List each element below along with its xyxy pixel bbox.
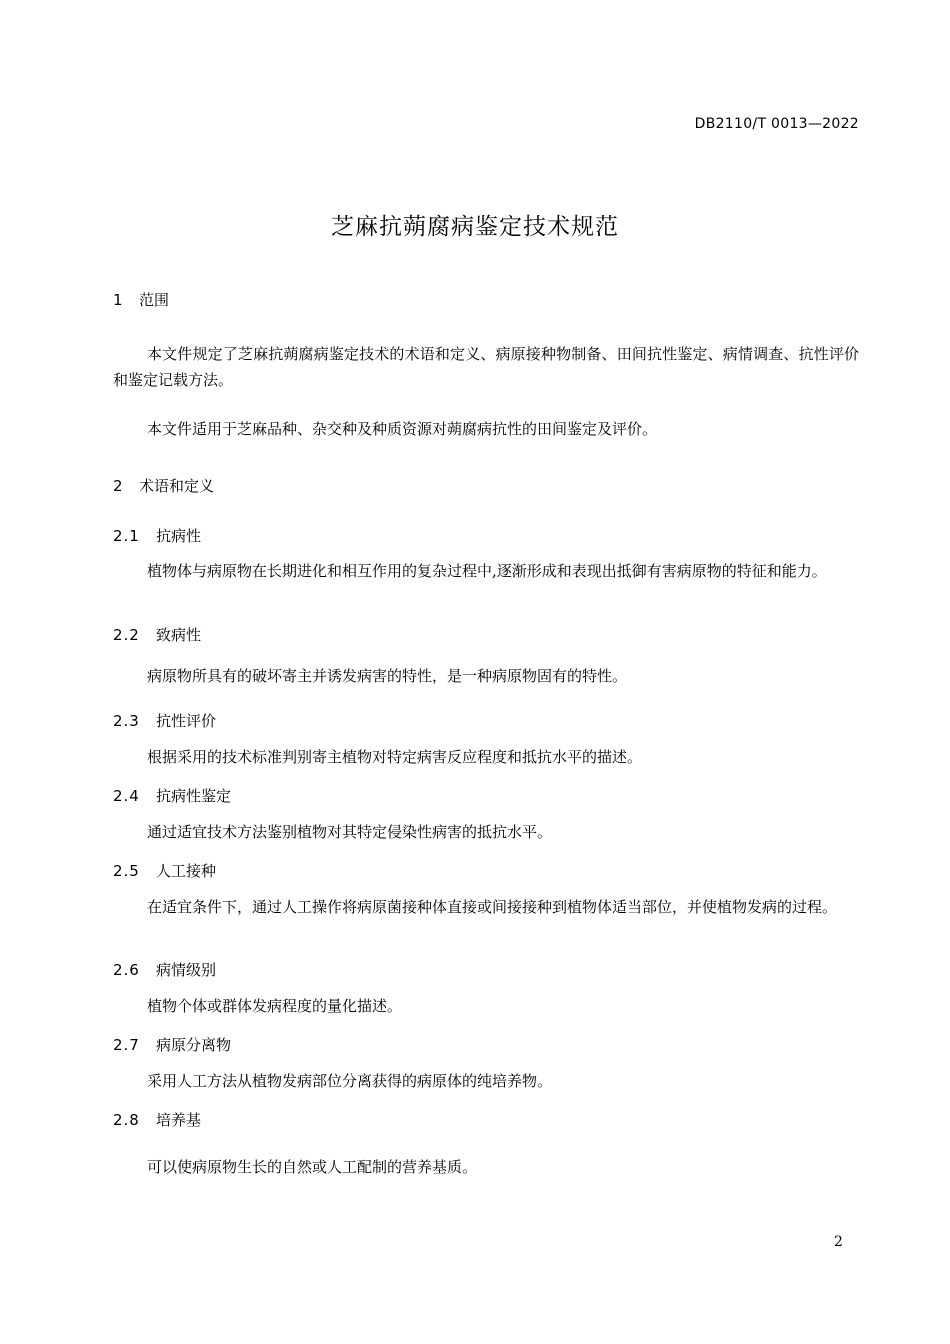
section-number: 1 xyxy=(113,291,123,309)
definition-text-2-5: 在适宜条件下，通过人工操作将病原菌接种体直接或间接接种到植物体适当部位，并使植物发病的过程。 xyxy=(147,898,838,916)
subsection-title: 病原分离物 xyxy=(156,1036,232,1054)
subsection-number: 2.5 xyxy=(113,862,140,880)
section-heading-2 xyxy=(113,475,214,496)
subsection-title: 抗病性鉴定 xyxy=(156,787,232,805)
definition-text-2-3: 根据采用的技术标准判别寄主植物对特定病害反应程度和抵抗水平的描述。 xyxy=(147,748,643,766)
subsection-number: 2.6 xyxy=(113,961,140,979)
subsection-heading-2-7 xyxy=(113,1034,231,1055)
subsection-number: 2.7 xyxy=(113,1036,140,1054)
subsection-title: 致病性 xyxy=(156,626,202,644)
subsection-number: 2.3 xyxy=(113,712,140,730)
subsection-title: 培养基 xyxy=(156,1111,202,1129)
subsection-heading-2-8 xyxy=(113,1109,201,1130)
section-title: 范围 xyxy=(139,291,170,309)
paragraph-scope: 本文件规定了芝麻抗蒴腐病鉴定技术的术语和定义、病原接种物制备、田间抗性鉴定、病情调查、抗性评价和鉴定记载方法。 xyxy=(113,345,859,389)
subsection-heading-2-6 xyxy=(113,959,216,980)
subsection-number: 2.4 xyxy=(113,787,140,805)
subsection-heading-2-5 xyxy=(113,860,216,881)
definition-text-2-2: 病原物所具有的破坏寄主并诱发病害的特性，是一种病原物固有的特性。 xyxy=(147,667,628,685)
definition-text-2-4: 通过适宜技术方法鉴别植物对其特定侵染性病害的抵抗水平。 xyxy=(147,823,553,841)
section-heading-1 xyxy=(113,289,169,310)
subsection-title: 抗性评价 xyxy=(156,712,217,730)
subsection-title: 病情级别 xyxy=(156,961,217,979)
subsection-heading-2-3 xyxy=(113,710,216,731)
subsection-number: 2.1 xyxy=(113,527,140,545)
section-title: 术语和定义 xyxy=(139,477,215,495)
page-number: 2 xyxy=(834,1234,843,1250)
document-code: DB2110/T 0013—2022 xyxy=(694,116,859,132)
document-title: 芝麻抗蒴腐病鉴定技术规范 xyxy=(331,214,619,240)
section-number: 2 xyxy=(113,477,123,495)
subsection-heading-2-2 xyxy=(113,624,201,645)
subsection-number: 2.2 xyxy=(113,626,140,644)
subsection-number: 2.8 xyxy=(113,1111,140,1129)
definition-text-2-1: 植物体与病原物在长期进化和相互作用的复杂过程中,逐渐形成和表现出抵御有害病原物的特征和能力。 xyxy=(147,562,827,580)
definition-text-2-7: 采用人工方法从植物发病部位分离获得的病原体的纯培养物。 xyxy=(147,1072,553,1090)
subsection-title: 人工接种 xyxy=(156,862,217,880)
subsection-heading-2-4 xyxy=(113,785,231,806)
subsection-title: 抗病性 xyxy=(156,527,202,545)
definition-text-2-8: 可以使病原物生长的自然或人工配制的营养基质。 xyxy=(147,1158,478,1176)
paragraph-applicability: 本文件适用于芝麻品种、杂交种及种质资源对蒴腐病抗性的田间鉴定及评价。 xyxy=(147,420,658,438)
definition-text-2-6: 植物个体或群体发病程度的量化描述。 xyxy=(147,997,403,1015)
subsection-heading-2-1 xyxy=(113,525,201,546)
